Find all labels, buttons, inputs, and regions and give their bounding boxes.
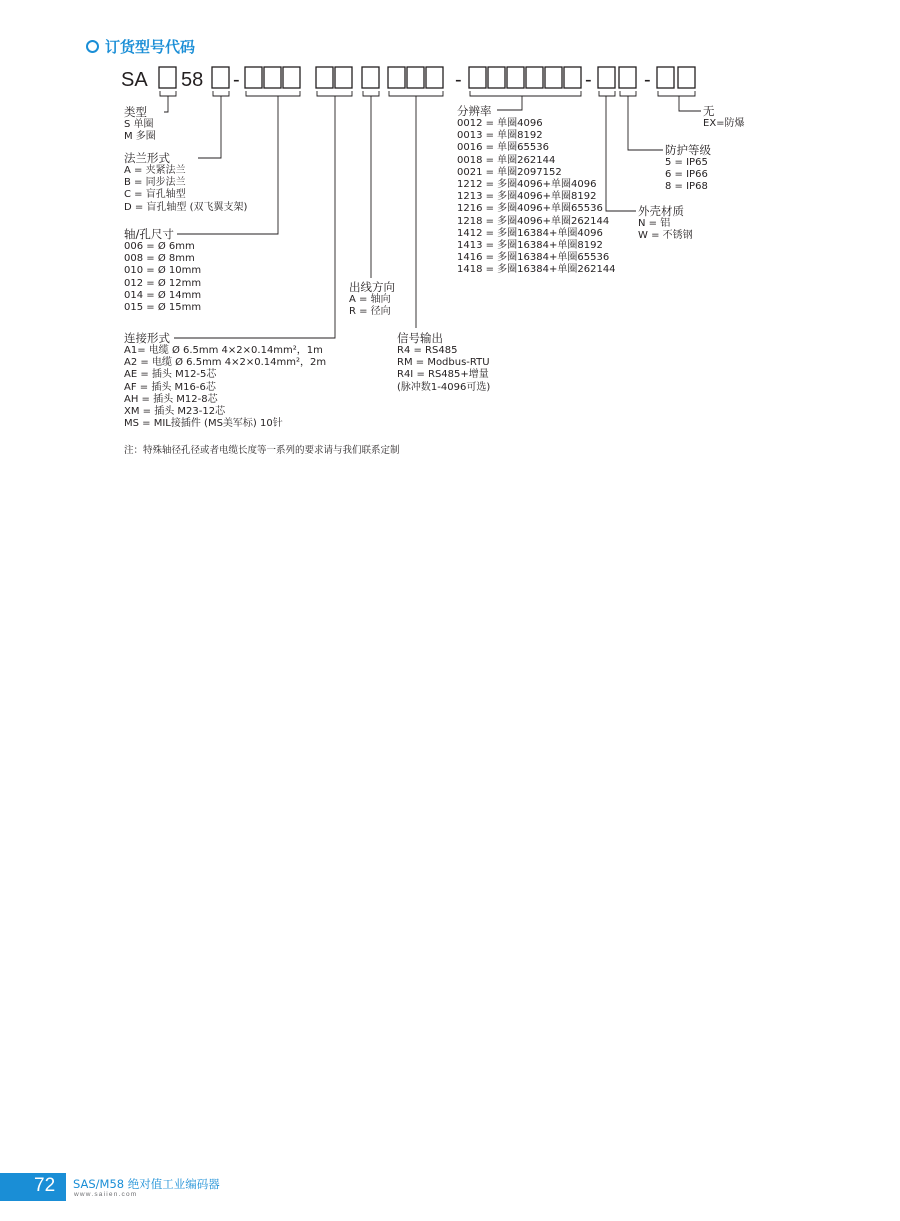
code-box-resolution-2 <box>488 67 505 88</box>
block-outlet <box>349 280 395 318</box>
list-item: 1213 = 多圈4096+单圈8192 <box>457 191 597 203</box>
block-flange <box>124 151 247 214</box>
list-item: EX=防爆 <box>703 118 745 129</box>
block-resolution <box>457 104 616 277</box>
block-explosion-title: 无 <box>703 104 715 118</box>
code-box-shaft-2 <box>264 67 281 88</box>
list-item: 8 = IP68 <box>665 181 708 193</box>
connector-outlet <box>363 91 379 278</box>
list-item: 014 = Ø 14mm <box>124 289 202 301</box>
list-item: 0021 = 单圈2097152 <box>457 166 562 178</box>
connector-flange <box>198 91 229 158</box>
block-protection <box>665 143 711 194</box>
list-item: 1412 = 多圈16384+单圈4096 <box>457 227 603 239</box>
connector-explosion <box>658 91 701 111</box>
code-box-resolution-5 <box>545 67 562 88</box>
list-item: 008 = Ø 8mm <box>124 253 195 265</box>
list-item: 0018 = 单圈262144 <box>457 154 556 166</box>
code-box-protection <box>619 67 636 88</box>
code-box-housing <box>598 67 615 88</box>
list-item: A = 轴向 <box>349 294 391 305</box>
block-type <box>124 105 156 143</box>
list-item: M 多圈 <box>124 131 156 143</box>
connector-signal <box>389 91 443 328</box>
list-item: R4I = RS485+增量 <box>397 369 489 381</box>
page-number: 72 <box>34 1175 56 1196</box>
list-item: 1416 = 多圈16384+单圈65536 <box>457 252 610 264</box>
code-box-explosion-2 <box>678 67 695 88</box>
block-shaft-title: 轴/孔尺寸 <box>124 227 174 241</box>
code-dash-2: - <box>455 69 462 91</box>
list-item: XM = 插头 M23-12芯 <box>124 406 226 418</box>
code-dash-1: - <box>233 69 240 91</box>
code-box-outlet <box>362 67 379 88</box>
block-flange-title: 法兰形式 <box>124 151 170 165</box>
list-item: (脉冲数1-4096可选) <box>397 381 491 393</box>
list-item: 0013 = 单圈8192 <box>457 130 543 142</box>
code-dash-4: - <box>644 69 651 91</box>
code-box-resolution-4 <box>526 67 543 88</box>
block-resolution-title: 分辨率 <box>457 104 492 118</box>
connector-protection <box>620 91 663 150</box>
block-type-title: 类型 <box>124 105 147 119</box>
list-item: 006 = Ø 6mm <box>124 241 195 252</box>
code-box-connection-2 <box>335 67 352 88</box>
list-item: N = 铝 <box>638 218 671 229</box>
list-item: AH = 插头 M12-8芯 <box>124 393 218 405</box>
list-item: W = 不锈钢 <box>638 230 693 242</box>
code-prefix: SA <box>121 69 148 91</box>
list-item: R4 = RS485 <box>397 345 458 356</box>
list-item: 6 = IP66 <box>665 169 708 181</box>
list-item: A = 夹紧法兰 <box>124 165 186 176</box>
block-connection-title: 连接形式 <box>124 331 170 345</box>
code-model: 58 <box>181 69 204 91</box>
block-protection-title: 防护等级 <box>665 143 711 157</box>
list-item: B = 同步法兰 <box>124 177 186 189</box>
block-explosion <box>703 104 745 130</box>
section-title-text: 订货型号代码 <box>105 38 196 56</box>
list-item: 010 = Ø 10mm <box>124 265 202 277</box>
code-box-connection-1 <box>316 67 333 88</box>
code-box-shaft-1 <box>245 67 262 88</box>
code-box-signal-1 <box>388 67 405 88</box>
footnote: 注：特殊轴径孔径或者电缆长度等一系列的要求请与我们联系定制 <box>124 445 400 456</box>
block-shaft <box>124 227 201 314</box>
list-item: D = 盲孔轴型 (双飞翼支架) <box>124 201 248 213</box>
footer-url: www.saiien.com <box>74 1191 138 1198</box>
code-box-resolution-1 <box>469 67 486 88</box>
code-box-flange <box>212 67 229 88</box>
list-item: RM = Modbus-RTU <box>397 357 490 369</box>
list-item: S 单圈 <box>124 119 154 130</box>
block-outlet-title: 出线方向 <box>349 280 395 294</box>
list-item: 1413 = 多圈16384+单圈8192 <box>457 240 603 252</box>
block-signal <box>397 331 490 394</box>
list-item: A2 = 电缆 Ø 6.5mm 4×2×0.14mm²，2m <box>124 357 327 369</box>
page-number-tab <box>0 1173 66 1201</box>
list-item: 5 = IP65 <box>665 157 708 168</box>
connector-type <box>160 91 176 112</box>
list-item: 1216 = 多圈4096+单圈65536 <box>457 203 603 215</box>
list-item: AF = 插头 M16-6芯 <box>124 381 216 393</box>
code-box-resolution-6 <box>564 67 581 88</box>
list-item: 1218 = 多圈4096+单圈262144 <box>457 215 610 227</box>
list-item: AE = 插头 M12-5芯 <box>124 369 217 381</box>
list-item: C = 盲孔轴型 <box>124 189 186 201</box>
block-housing-title: 外壳材质 <box>638 204 684 218</box>
block-signal-title: 信号输出 <box>397 331 443 345</box>
list-item: A1= 电缆 Ø 6.5mm 4×2×0.14mm²，1m <box>124 345 323 356</box>
list-item: 0016 = 单圈65536 <box>457 142 549 154</box>
block-housing <box>638 204 693 242</box>
list-item: 1212 = 多圈4096+单圈4096 <box>457 179 597 191</box>
code-dash-3: - <box>585 69 592 91</box>
list-item: 012 = Ø 12mm <box>124 277 202 289</box>
list-item: 1418 = 多圈16384+单圈262144 <box>457 264 616 276</box>
list-item: MS = MIL接插件 (MS美军标) 10针 <box>124 418 283 430</box>
code-box-type <box>159 67 176 88</box>
code-box-signal-3 <box>426 67 443 88</box>
list-item: R = 径向 <box>349 306 391 318</box>
code-box-resolution-3 <box>507 67 524 88</box>
list-item: 015 = Ø 15mm <box>124 302 202 314</box>
code-box-shaft-3 <box>283 67 300 88</box>
block-connection <box>124 331 326 430</box>
code-box-signal-2 <box>407 67 424 88</box>
list-item: 0012 = 单圈4096 <box>457 118 543 129</box>
code-box-explosion-1 <box>657 67 674 88</box>
footer-product-title: SAS/M58 绝对值工业编码器 <box>73 1177 220 1191</box>
